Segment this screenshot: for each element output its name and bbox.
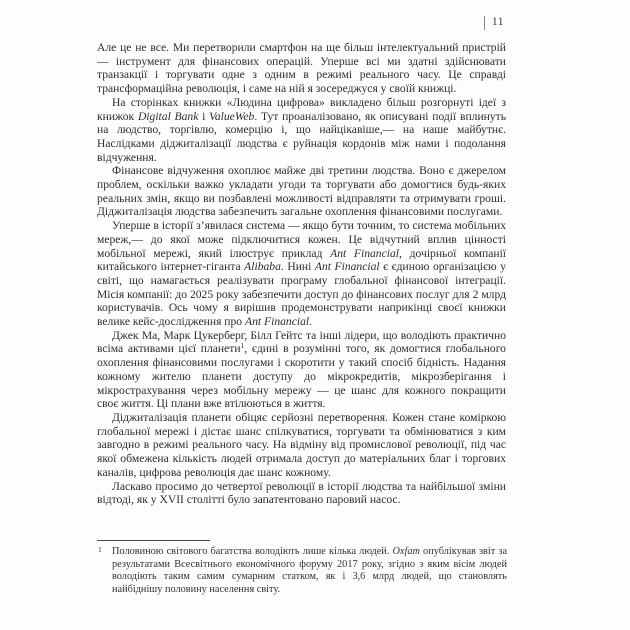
footnote-reference: 1 [240,341,245,351]
text-run: . Тут проаналізовано, як описувані події вплинуть на людство, торгівлю, комерцію і, що найцікавіше,— на наше майбутнє. Наслідками діджиталізації людства є руйнація кордонів між нами і подолання відчуження. [97,109,507,164]
text-run: Діджиталізація планети обіцяє серйозні перетворення. Кожен стане коміркою глобальної мережі і дістає шанс спілкуватися, торгувати та обмінюватися з ким завгодно в режимі реального часу. На відміну від промислової революції, під час якої обмежена кількість людей отримала доступ до матеріальних благ і торгових каналів, цифрова революція дає шанс кожному. [97,410,506,479]
text-run: , дочірньої компанії китайського інтернет-гіганта [97,246,507,274]
footnote [97,546,507,597]
paragraph [97,411,506,480]
footnote-separator [97,540,210,541]
text-run: є єдиною організацією у світі, що намагається реалізувати програму глобальної фінансової інтеграції. Місія компанії: до 2025 року забезпечити доступ до фінансових послуг для 2 млрд користувачів. Ось чому я вирішив продемонструвати наприкінці своєї книжки велике кейс-дослідження про [97,260,506,329]
text-run: . Нині [280,260,315,274]
italic-text-run: Alibaba [244,260,281,274]
text-run: опублікував звіт за результатами Всесвітнього економічного форуму 2017 року, згідно з яким вісім людей володіють таким самим сумарним статком, як і 3,6 млрд людей, що становлять найбіднішу половину населення світу. [112,546,508,596]
footnote-marker: 1 [98,545,102,554]
page-body-text [97,41,506,507]
paragraph [97,219,506,329]
italic-text-run: Digital Bank [137,109,199,123]
page-header [484,15,504,31]
italic-text-run: ValueWeb [209,109,255,123]
text-run: Але це не все. Ми перетворили смартфон на ще більш інтелектуальний пристрій — інструмент для фінансових операцій. Уперше всі ми здатні здійснювати транзакції і торгувати одне з одним в режимі реального часу. Це справді трансформаційна революція, і саме на ній я зосереджуся у своїй книжці. [97,41,506,96]
italic-text-run: Oxfam [392,546,420,557]
italic-text-run: Ant Financial [330,246,399,260]
text-run: і [198,109,210,123]
text-run: Уперше в історії з’явилася система — якщо бути точним, то система мобільних мереж,— до якої може підключитися кожен. Це відчутний вплив цінності мобільної мережі, який ілюструє приклад [97,219,506,260]
text-run: Половиною світового багатства володіють лише кілька людей. [112,546,393,557]
text-run: Фінансове відчуження охоплює майже дві третини людства. Воно є джерелом проблем, оскільки важко укладати угоди та торгувати або домогтися будь-яких реальних змін, якщо ви позбавлені можливості відправляти та отримувати гроші. Діджиталізація людства забезпечить загальне охоплення фінансовими послугами. [97,164,506,219]
footnote-text [112,546,507,595]
text-run: На сторінках книжки «Людина цифрова» викладено більш розгорнуті ідеї з книжок [97,95,506,123]
italic-text-run: Ant Financial [245,315,310,329]
paragraph [97,41,506,96]
footnote-body [97,546,507,597]
italic-text-run: Ant Financial [314,260,380,274]
paragraph [97,164,506,219]
text-run: . [309,315,312,329]
text-run: Джек Ма, Марк Цукерберг, Білл Гейтс та інші лідери, що володіють практично всіма активами цієї планети [97,328,506,356]
paragraph [97,480,506,507]
text-run: , єдині в розумінні того, як домогтися глобального охоплення фінансовими послугами і скоротити у такий спосіб бідність. Надання кожному жителю планети доступу до мікрокредитів, мікрозберігання і мікрострахування через мобільну мережу — це шанс для кожного покращити своє життя. Ці плани вже втілюються в життя. [97,342,506,411]
text-run: Ласкаво просимо до четвертої революції в історії людства та найбільшої зміни відтоді, як у XVII столітті було запатентовано паровий насос. [97,479,506,507]
page-number: 11 [491,16,504,29]
paragraph [97,96,506,165]
page-number-divider [484,16,485,30]
paragraph [97,329,506,411]
